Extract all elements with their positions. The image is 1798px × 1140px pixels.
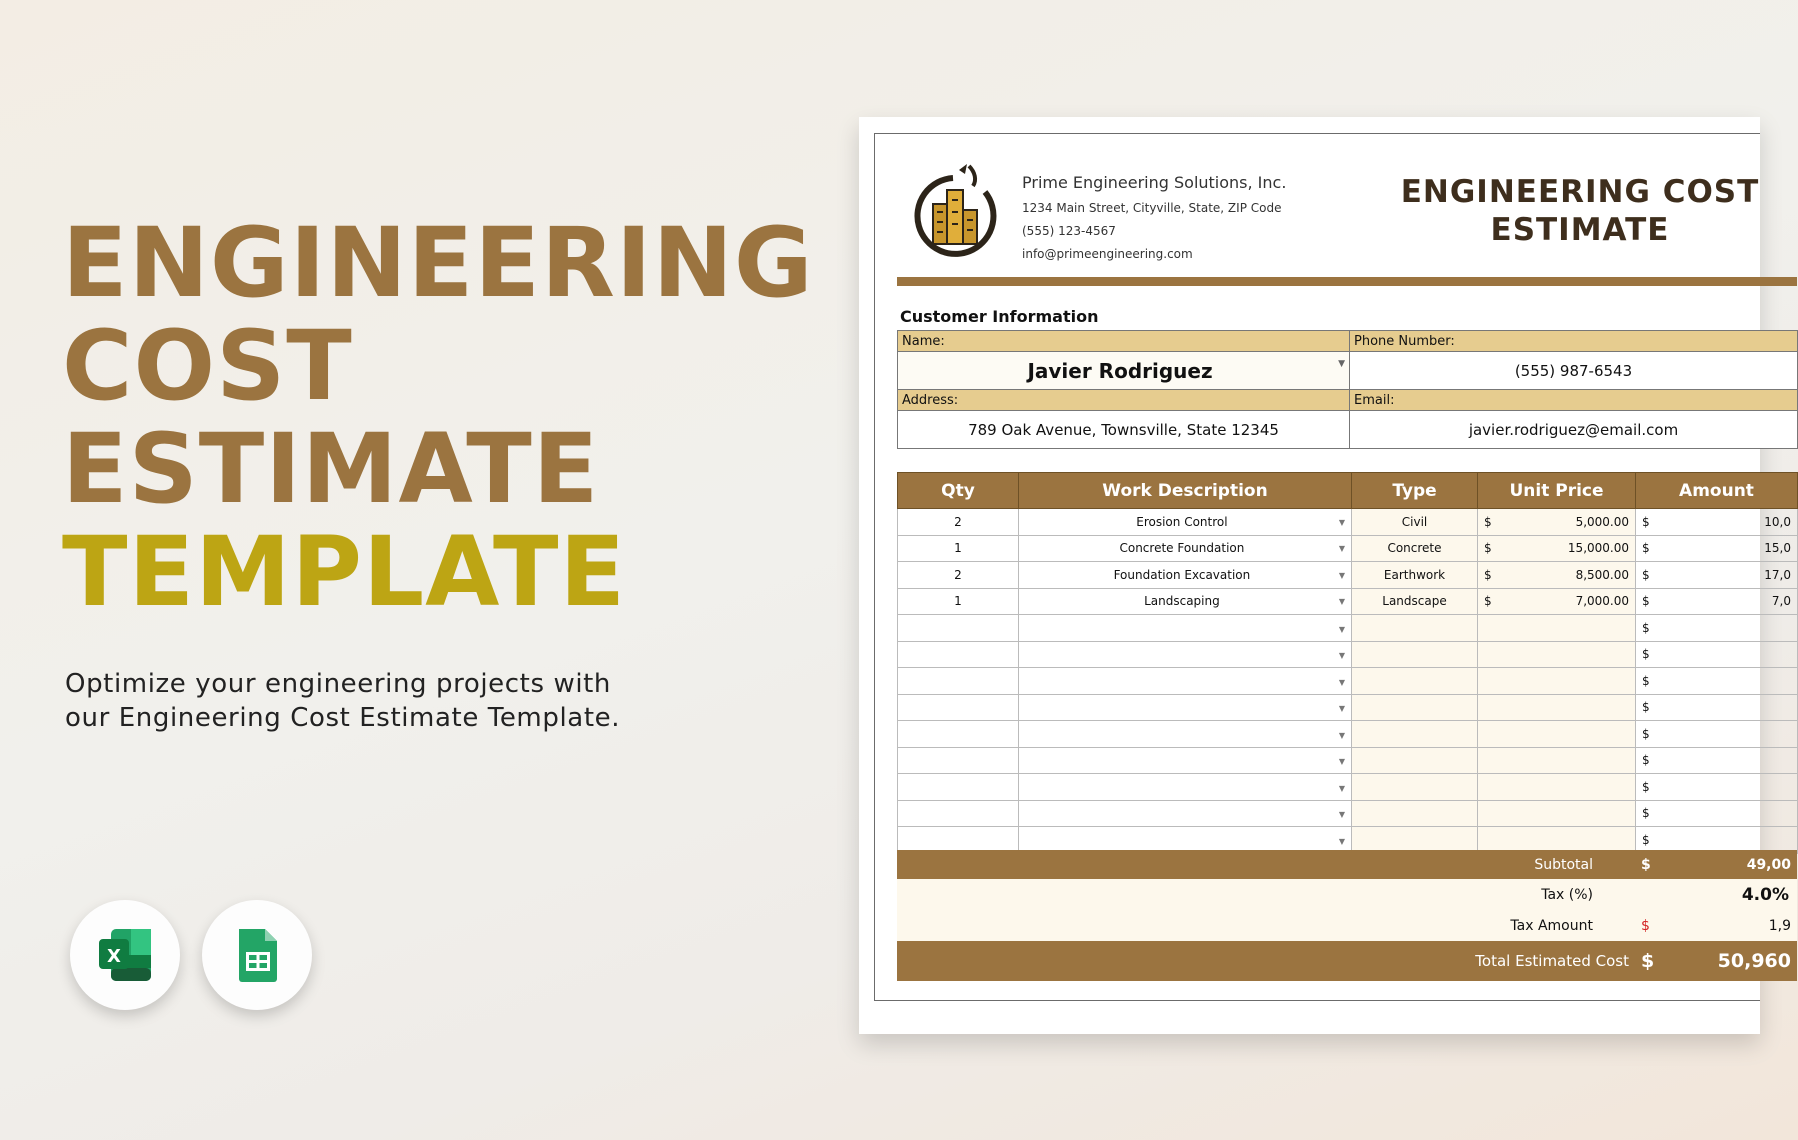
amount-cell	[1636, 535, 1798, 562]
dropdown-arrow-icon[interactable]: ▼	[1338, 730, 1345, 740]
hero-title-line-3: ESTIMATE	[62, 413, 600, 525]
dropdown-arrow-icon[interactable]: ▼	[1338, 651, 1345, 661]
tax-rate-field[interactable]: 4.0%	[1635, 879, 1797, 910]
document-title	[1380, 173, 1780, 249]
unit-price-value: 8,500.00	[1575, 567, 1629, 582]
document-title-line-2: ESTIMATE	[1490, 212, 1670, 248]
currency-symbol: $	[1642, 673, 1650, 688]
dropdown-arrow-icon[interactable]: ▼	[1338, 757, 1345, 767]
qty-cell[interactable]	[898, 641, 1019, 668]
qty-cell[interactable]: 1	[898, 535, 1019, 562]
col-header-unit-price: Unit Price	[1478, 473, 1636, 509]
description-cell[interactable]	[1019, 509, 1352, 536]
customer-email-field[interactable]: javier.rodriguez@email.com	[1350, 411, 1798, 449]
amount-cell	[1636, 641, 1798, 668]
currency-symbol: $	[1642, 779, 1650, 794]
qty-cell[interactable]	[898, 721, 1019, 748]
description-cell[interactable]	[1019, 562, 1352, 589]
tagline: Optimize your engineering projects with our Engineering Cost Estimate Template.	[65, 669, 621, 733]
google-sheets-app-button[interactable]	[202, 900, 312, 1010]
table-row	[898, 800, 1798, 827]
customer-info-heading: Customer Information	[900, 307, 1099, 326]
description-value: Concrete Foundation	[1119, 541, 1245, 556]
excel-app-button[interactable]	[70, 900, 180, 1010]
total-cell	[1635, 941, 1797, 981]
phone-label: Phone Number:	[1350, 331, 1798, 352]
subtotal-currency: $	[1641, 856, 1651, 873]
unit-price-value: 7,000.00	[1575, 594, 1629, 609]
qty-cell[interactable]	[898, 800, 1019, 827]
table-row	[898, 668, 1798, 695]
type-cell[interactable]: Landscape	[1352, 588, 1478, 615]
description-cell[interactable]	[1019, 800, 1352, 827]
address-label: Address:	[898, 390, 1350, 411]
tax-amount-value: 1,9	[1768, 917, 1791, 934]
hero-title	[62, 207, 814, 628]
currency-symbol: $	[1642, 567, 1650, 582]
col-header-qty: Qty	[898, 473, 1019, 509]
dropdown-arrow-icon[interactable]: ▼	[1338, 597, 1345, 607]
amount-cell	[1636, 747, 1798, 774]
customer-name-value: Javier Rodriguez	[1027, 358, 1213, 383]
dropdown-arrow-icon[interactable]: ▼	[1338, 624, 1345, 634]
dropdown-arrow-icon[interactable]: ▼	[1338, 836, 1345, 846]
hero-title-line-4: TEMPLATE	[62, 516, 627, 628]
excel-letter: X	[107, 946, 121, 967]
description-cell[interactable]	[1019, 747, 1352, 774]
company-info	[1022, 173, 1286, 261]
name-label: Name:	[898, 331, 1350, 352]
type-cell[interactable]	[1352, 694, 1478, 721]
description-cell[interactable]	[1019, 721, 1352, 748]
line-items-table	[897, 472, 1798, 854]
col-header-type: Type	[1352, 473, 1478, 509]
header-divider	[897, 277, 1797, 286]
description-cell[interactable]	[1019, 694, 1352, 721]
amount-cell	[1636, 562, 1798, 589]
type-cell[interactable]	[1352, 615, 1478, 642]
currency-symbol: $	[1642, 753, 1650, 768]
total-currency: $	[1641, 950, 1655, 972]
customer-phone-field[interactable]: (555) 987-6543	[1350, 352, 1798, 390]
table-row	[898, 509, 1798, 536]
company-address: 1234 Main Street, Cityville, State, ZIP Code	[1022, 201, 1282, 215]
qty-cell[interactable]	[898, 694, 1019, 721]
type-cell[interactable]	[1352, 668, 1478, 695]
type-cell[interactable]	[1352, 721, 1478, 748]
summary-table	[897, 850, 1797, 981]
unit-price-cell[interactable]	[1478, 641, 1636, 668]
dropdown-arrow-icon[interactable]: ▼	[1338, 677, 1345, 687]
currency-symbol: $	[1642, 514, 1650, 529]
unit-price-cell[interactable]	[1478, 562, 1636, 589]
amount-cell	[1636, 774, 1798, 801]
description-cell[interactable]	[1019, 668, 1352, 695]
unit-price-cell[interactable]	[1478, 694, 1636, 721]
amount-cell	[1636, 800, 1798, 827]
amount-cell	[1636, 615, 1798, 642]
total-value: 50,960	[1717, 950, 1791, 972]
amount-value: 10,0	[1764, 514, 1791, 529]
company-logo-icon	[907, 160, 999, 260]
excel-icon	[93, 923, 157, 987]
currency-symbol: $	[1642, 726, 1650, 741]
description-value: Landscaping	[1144, 594, 1220, 609]
total-label: Total Estimated Cost	[897, 941, 1635, 981]
amount-cell	[1636, 588, 1798, 615]
customer-name-field[interactable]	[898, 352, 1350, 390]
description-cell[interactable]	[1019, 535, 1352, 562]
description-value: Erosion Control	[1136, 514, 1228, 529]
unit-price-cell[interactable]	[1478, 747, 1636, 774]
dropdown-arrow-icon[interactable]: ▼	[1338, 358, 1345, 369]
unit-price-cell[interactable]	[1478, 588, 1636, 615]
dropdown-arrow-icon[interactable]: ▼	[1338, 810, 1345, 820]
amount-value: 15,0	[1764, 541, 1791, 556]
amount-value: 7,0	[1771, 594, 1791, 609]
description-cell[interactable]	[1019, 641, 1352, 668]
description-value: Foundation Excavation	[1113, 567, 1251, 582]
amount-cell	[1636, 721, 1798, 748]
table-row	[898, 641, 1798, 668]
unit-price-cell[interactable]	[1478, 800, 1636, 827]
subtotal-cell	[1635, 850, 1797, 879]
amount-cell	[1636, 509, 1798, 536]
table-row	[898, 535, 1798, 562]
dropdown-arrow-icon[interactable]: ▼	[1338, 517, 1345, 527]
currency-symbol: $	[1642, 647, 1650, 662]
table-row	[898, 694, 1798, 721]
qty-cell[interactable]: 2	[898, 562, 1019, 589]
currency-symbol: $	[1642, 541, 1650, 556]
type-cell[interactable]: Civil	[1352, 509, 1478, 536]
table-row	[898, 747, 1798, 774]
currency-symbol: $	[1484, 541, 1492, 556]
amount-cell	[1636, 694, 1798, 721]
company-phone: (555) 123-4567	[1022, 224, 1116, 238]
currency-symbol: $	[1642, 594, 1650, 609]
customer-info-table	[897, 330, 1798, 449]
table-row	[898, 615, 1798, 642]
type-cell[interactable]: Concrete	[1352, 535, 1478, 562]
type-cell[interactable]	[1352, 747, 1478, 774]
table-row	[898, 721, 1798, 748]
type-cell[interactable]: Earthwork	[1352, 562, 1478, 589]
company-name: Prime Engineering Solutions, Inc.	[1022, 173, 1287, 192]
currency-symbol: $	[1642, 832, 1650, 847]
currency-symbol: $	[1484, 514, 1492, 529]
table-row	[898, 774, 1798, 801]
unit-price-value: 5,000.00	[1575, 514, 1629, 529]
type-cell[interactable]	[1352, 774, 1478, 801]
currency-symbol: $	[1484, 594, 1492, 609]
table-row	[898, 562, 1798, 589]
subtotal-label: Subtotal	[897, 850, 1635, 879]
customer-address-field[interactable]: 789 Oak Avenue, Townsville, State 12345	[898, 411, 1350, 449]
dropdown-arrow-icon[interactable]: ▼	[1338, 570, 1345, 580]
col-header-amount: Amount	[1636, 473, 1798, 509]
qty-cell[interactable]: 1	[898, 588, 1019, 615]
tax-amount-label: Tax Amount	[897, 910, 1635, 941]
dropdown-arrow-icon[interactable]: ▼	[1338, 544, 1345, 554]
type-cell[interactable]	[1352, 800, 1478, 827]
dropdown-arrow-icon[interactable]: ▼	[1338, 704, 1345, 714]
qty-cell[interactable]: 2	[898, 509, 1019, 536]
currency-symbol: $	[1642, 806, 1650, 821]
qty-cell[interactable]	[898, 615, 1019, 642]
qty-cell[interactable]	[898, 747, 1019, 774]
unit-price-value: 15,000.00	[1567, 541, 1629, 556]
description-cell[interactable]	[1019, 615, 1352, 642]
tax-amount-cell	[1635, 910, 1797, 941]
tax-label: Tax (%)	[897, 879, 1635, 910]
unit-price-cell[interactable]	[1478, 535, 1636, 562]
amount-cell	[1636, 668, 1798, 695]
unit-price-cell[interactable]	[1478, 774, 1636, 801]
amount-value: 17,0	[1764, 567, 1791, 582]
qty-cell[interactable]	[898, 774, 1019, 801]
unit-price-cell[interactable]	[1478, 721, 1636, 748]
unit-price-cell[interactable]	[1478, 668, 1636, 695]
currency-symbol: $	[1642, 700, 1650, 715]
hero-title-line-2: COST	[62, 310, 353, 422]
document-title-line-1: ENGINEERING COST	[1400, 174, 1760, 210]
description-cell[interactable]	[1019, 774, 1352, 801]
table-row	[898, 588, 1798, 615]
description-cell[interactable]	[1019, 588, 1352, 615]
col-header-description: Work Description	[1019, 473, 1352, 509]
subtotal-value: 49,00	[1746, 856, 1791, 873]
unit-price-cell[interactable]	[1478, 509, 1636, 536]
tax-amount-currency: $	[1641, 917, 1650, 934]
currency-symbol: $	[1642, 620, 1650, 635]
currency-symbol: $	[1484, 567, 1492, 582]
dropdown-arrow-icon[interactable]: ▼	[1338, 783, 1345, 793]
qty-cell[interactable]	[898, 668, 1019, 695]
google-sheets-icon	[225, 923, 289, 987]
unit-price-cell[interactable]	[1478, 615, 1636, 642]
company-email: info@primeengineering.com	[1022, 247, 1193, 261]
email-label: Email:	[1350, 390, 1798, 411]
hero-title-line-1: ENGINEERING	[62, 207, 814, 319]
type-cell[interactable]	[1352, 641, 1478, 668]
